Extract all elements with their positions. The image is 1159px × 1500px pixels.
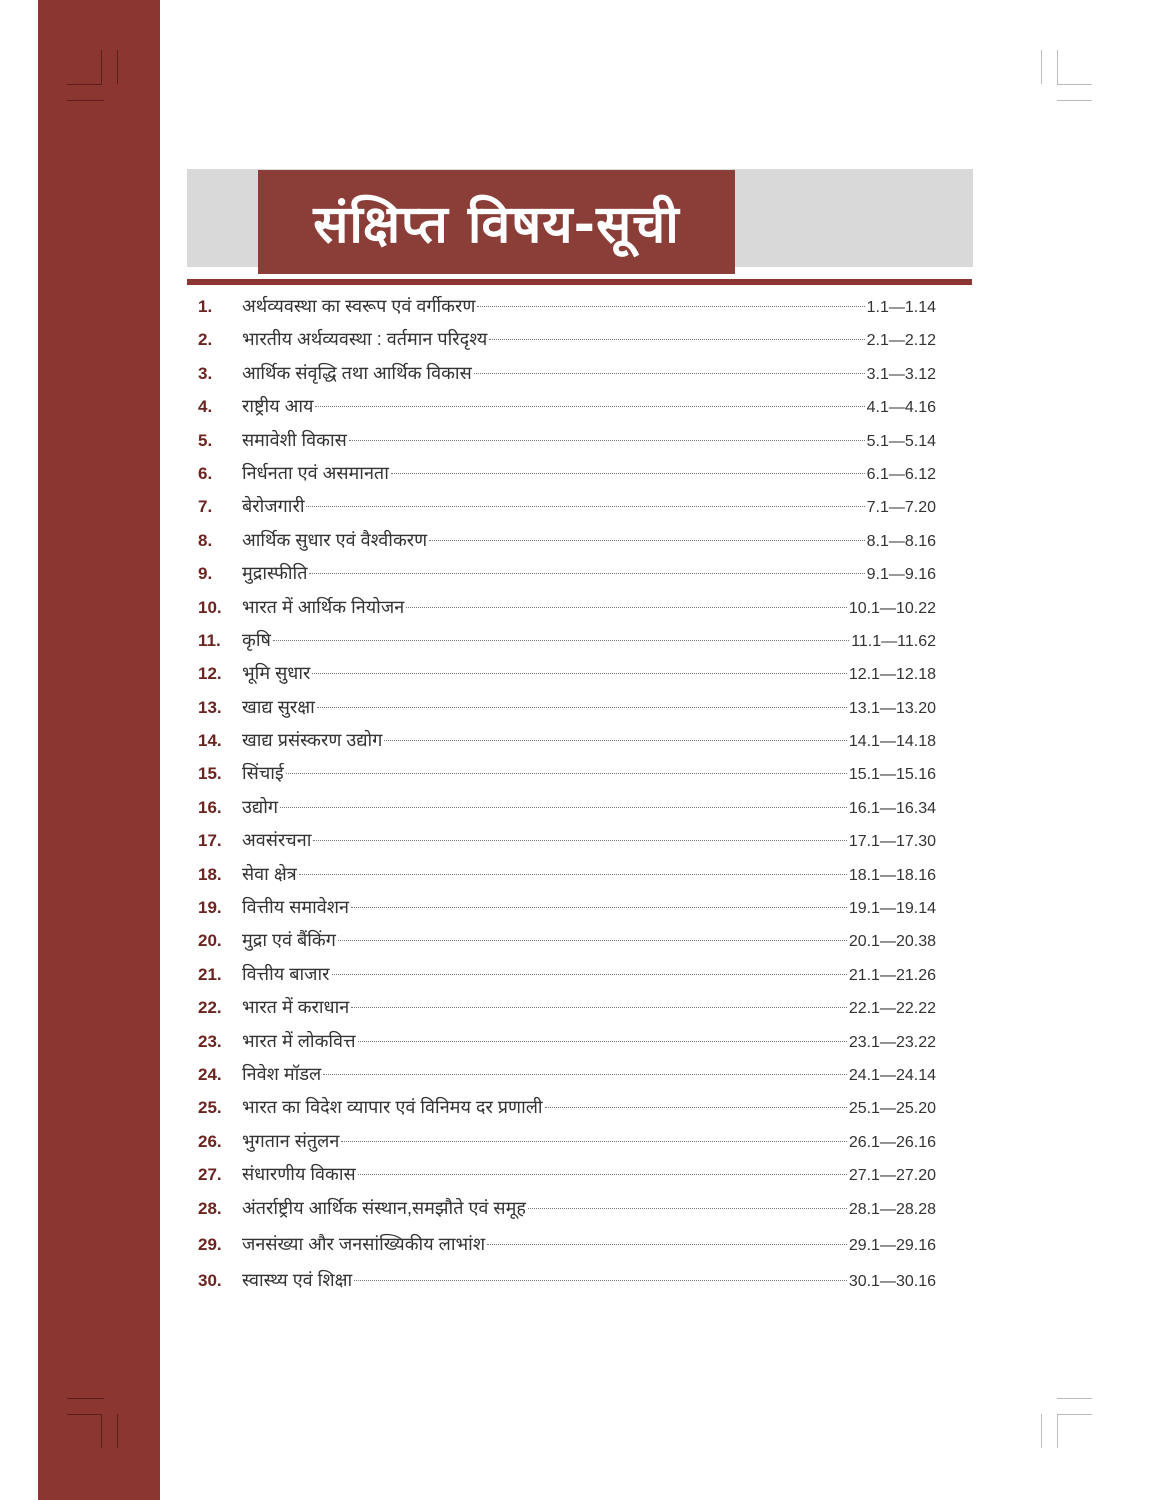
toc-entry[interactable] [198, 424, 936, 457]
entry-title: निवेश मॉडल [242, 1063, 322, 1084]
leader-dots [351, 1007, 847, 1008]
toc-entry[interactable] [198, 1158, 936, 1191]
entry-number: 17. [198, 831, 222, 851]
entry-title: बेरोजगारी [242, 496, 305, 517]
leader-dots [358, 1174, 847, 1175]
header-rule [187, 279, 972, 285]
entry-number: 30. [198, 1271, 222, 1291]
toc-entry[interactable] [198, 490, 936, 523]
entry-number: 4. [198, 397, 213, 417]
toc-entry[interactable] [198, 1192, 936, 1225]
leader-dots [406, 607, 847, 608]
entry-number: 26. [198, 1131, 222, 1151]
leader-dots [477, 306, 864, 307]
entry-number: 9. [198, 564, 213, 584]
leader-dots [351, 907, 847, 908]
leader-dots [306, 506, 864, 507]
toc-entry[interactable] [198, 624, 936, 657]
leader-dots [341, 1141, 846, 1142]
entry-pages: 20.1—20.38 [848, 933, 936, 951]
entry-number: 14. [198, 731, 222, 751]
entry-pages: 1.1—1.14 [866, 299, 936, 316]
toc-entry[interactable] [198, 390, 936, 423]
toc-entry[interactable] [198, 891, 936, 924]
entry-title: संधारणीय विकास [242, 1164, 356, 1185]
toc-entry[interactable] [198, 991, 936, 1024]
entry-title: वित्तीय समावेशन [242, 897, 350, 918]
toc-entry[interactable] [198, 1058, 936, 1091]
entry-title: जनसंख्या और जनसांख्यिकीय लाभांश [242, 1233, 486, 1254]
table-of-contents [198, 290, 936, 1298]
sidebar-band [38, 0, 160, 1500]
toc-entry[interactable] [198, 357, 936, 390]
entry-title: राष्ट्रीय आय [242, 396, 314, 417]
entry-pages: 14.1—14.18 [848, 733, 936, 751]
entry-title: भारत में लोकवित्त [242, 1030, 356, 1051]
entry-pages: 3.1—3.12 [866, 365, 936, 383]
toc-entry[interactable] [198, 457, 936, 490]
leader-dots [384, 740, 846, 741]
leader-dots [309, 573, 864, 574]
toc-entry[interactable] [198, 557, 936, 590]
entry-pages: 2.1—2.12 [866, 332, 936, 350]
toc-entry[interactable] [198, 691, 936, 724]
entry-number: 20. [198, 931, 222, 951]
leader-dots [317, 707, 847, 708]
leader-dots [315, 406, 864, 407]
leader-dots [338, 940, 847, 941]
entry-title: भारत का विदेश व्यापार एवं विनिमय दर प्रणाली [242, 1097, 543, 1118]
entry-pages: 9.1—9.16 [866, 566, 936, 584]
entry-pages: 19.1—19.14 [848, 900, 936, 918]
entry-title: कृषि [242, 629, 271, 650]
leader-dots [474, 373, 865, 374]
entry-number: 3. [198, 363, 213, 383]
entry-title: स्वास्थ्य एवं शिक्षा [242, 1270, 353, 1291]
toc-entry[interactable] [198, 958, 936, 991]
leader-dots [489, 339, 864, 340]
entry-pages: 26.1—26.16 [848, 1133, 936, 1151]
entry-title: आर्थिक सुधार एवं वैश्वीकरण [242, 529, 428, 550]
entry-number: 15. [198, 764, 222, 784]
toc-entry[interactable] [198, 1025, 936, 1058]
entry-pages: 27.1—27.20 [848, 1167, 936, 1185]
entry-number: 28. [198, 1198, 222, 1218]
entry-number: 12. [198, 664, 222, 684]
entry-title: भुगतान संतुलन [242, 1130, 340, 1151]
leader-dots [528, 1208, 847, 1209]
entry-pages: 8.1—8.16 [866, 532, 936, 550]
entry-title: सेवा क्षेत्र [242, 863, 297, 884]
entry-number: 21. [198, 964, 222, 984]
entry-number: 1. [198, 297, 213, 316]
entry-number: 6. [198, 463, 213, 483]
entry-pages: 10.1—10.22 [848, 599, 936, 617]
leader-dots [299, 874, 847, 875]
leader-dots [545, 1107, 847, 1108]
entry-pages: 13.1—13.20 [848, 699, 936, 717]
entry-pages: 6.1—6.12 [866, 465, 936, 483]
entry-number: 8. [198, 530, 213, 550]
toc-entry[interactable] [198, 290, 936, 323]
leader-dots [349, 440, 865, 441]
entry-number: 27. [198, 1165, 222, 1185]
leader-dots [391, 473, 865, 474]
entry-pages: 25.1—25.20 [848, 1100, 936, 1118]
leader-dots [332, 974, 847, 975]
entry-title: वित्तीय बाजार [242, 963, 330, 984]
entry-pages: 7.1—7.20 [866, 499, 936, 517]
entry-number: 2. [198, 330, 213, 350]
entry-number: 18. [198, 864, 222, 884]
entry-pages: 30.1—30.16 [848, 1273, 936, 1291]
entry-title: आर्थिक संवृद्धि तथा आर्थिक विकास [242, 362, 472, 383]
entry-pages: 24.1—24.14 [848, 1066, 936, 1084]
entry-title: उद्योग [242, 796, 278, 817]
entry-number: 19. [198, 898, 222, 918]
entry-number: 13. [198, 697, 222, 717]
leader-dots [273, 640, 849, 641]
leader-dots [286, 773, 847, 774]
page-title: संक्षिप्त विषय-सूची [313, 194, 680, 255]
entry-number: 29. [198, 1234, 222, 1254]
entry-title: मुद्रा एवं बैंकिंग [242, 930, 336, 951]
entry-number: 5. [198, 430, 213, 450]
entry-title: समावेशी विकास [242, 429, 347, 450]
leader-dots [429, 540, 864, 541]
toc-entry[interactable] [198, 1228, 936, 1261]
title-box [258, 170, 735, 274]
leader-dots [354, 1280, 847, 1281]
entry-title: निर्धनता एवं असमानता [242, 462, 389, 483]
entry-number: 10. [198, 597, 222, 617]
leader-dots [487, 1244, 847, 1245]
entry-pages: 22.1—22.22 [848, 1000, 936, 1018]
entry-title: भारत में कराधान [242, 997, 350, 1018]
leader-dots [313, 840, 846, 841]
entry-title: भारत में आर्थिक नियोजन [242, 596, 405, 617]
entry-number: 11. [198, 630, 221, 650]
entry-pages: 11.1—11.62 [851, 632, 936, 650]
entry-pages: 12.1—12.18 [848, 666, 936, 684]
entry-pages: 16.1—16.34 [848, 799, 936, 817]
leader-dots [312, 673, 846, 674]
entry-title: अवसंरचना [242, 830, 312, 851]
leader-dots [323, 1074, 847, 1075]
entry-pages: 21.1—21.26 [848, 966, 936, 984]
entry-number: 22. [198, 998, 222, 1018]
entry-pages: 29.1—29.16 [848, 1236, 936, 1254]
entry-number: 16. [198, 797, 222, 817]
toc-entry[interactable] [198, 591, 936, 624]
toc-entry[interactable] [198, 824, 936, 857]
toc-entry[interactable] [198, 724, 936, 757]
toc-entry[interactable] [198, 757, 936, 790]
toc-entry[interactable] [198, 858, 936, 891]
entry-pages: 4.1—4.16 [866, 399, 936, 417]
toc-entry[interactable] [198, 1264, 936, 1297]
toc-entry[interactable] [198, 791, 936, 824]
entry-number: 23. [198, 1031, 222, 1051]
toc-entry[interactable] [198, 524, 936, 557]
entry-title: अर्थव्यवस्था का स्वरूप एवं वर्गीकरण [242, 296, 476, 316]
entry-pages: 5.1—5.14 [866, 432, 936, 450]
entry-title: खाद्य सुरक्षा [242, 696, 315, 717]
entry-pages: 28.1—28.28 [848, 1200, 936, 1218]
entry-title: खाद्य प्रसंस्करण उद्योग [242, 730, 383, 751]
entry-pages: 15.1—15.16 [848, 766, 936, 784]
entry-title: अंतर्राष्ट्रीय आर्थिक संस्थान,समझौते एवं समूह [242, 1197, 526, 1218]
leader-dots [280, 807, 847, 808]
leader-dots [358, 1041, 847, 1042]
entry-pages: 23.1—23.22 [848, 1033, 936, 1051]
entry-title: भूमि सुधार [242, 663, 311, 684]
entry-pages: 17.1—17.30 [848, 833, 936, 851]
entry-number: 25. [198, 1098, 222, 1118]
entry-title: मुद्रास्फीति [242, 563, 308, 584]
entry-number: 24. [198, 1064, 222, 1084]
toc-entry[interactable] [198, 323, 936, 356]
toc-entry[interactable] [198, 1125, 936, 1158]
toc-entry[interactable] [198, 1091, 936, 1124]
toc-entry[interactable] [198, 924, 936, 957]
entry-pages: 18.1—18.16 [848, 866, 936, 884]
entry-title: भारतीय अर्थव्यवस्था : वर्तमान परिदृश्य [242, 329, 488, 350]
toc-entry[interactable] [198, 657, 936, 690]
entry-title: सिंचाई [242, 763, 284, 784]
entry-number: 7. [198, 497, 213, 517]
